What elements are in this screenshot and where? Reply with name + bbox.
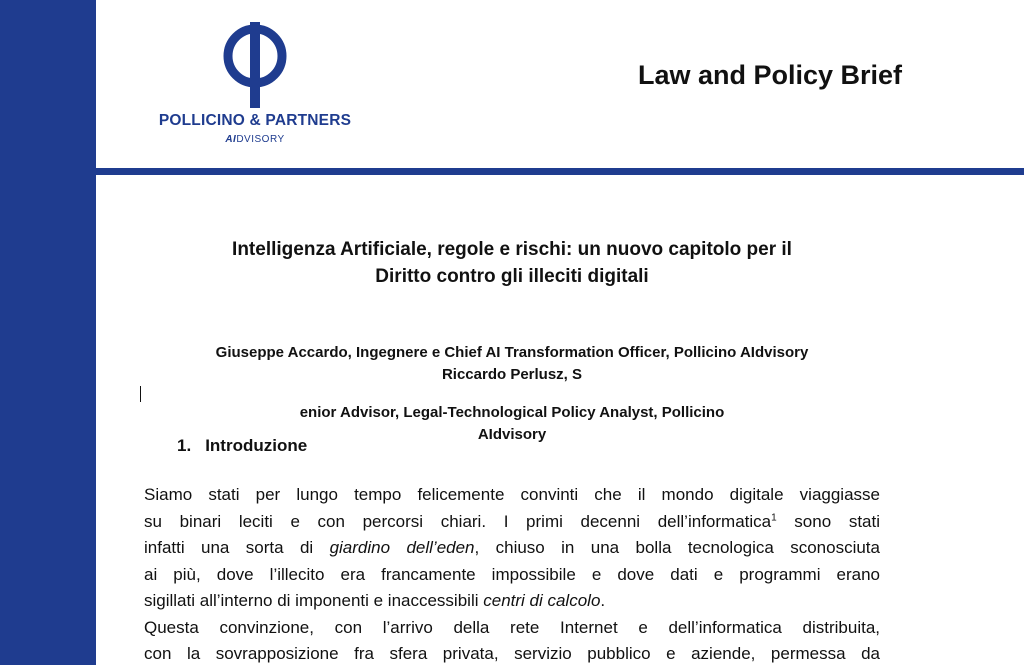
title-line: Intelligenza Artificiale, regole e rischi: un nuovo capitolo per il: [232, 239, 792, 260]
text-cursor: [140, 386, 141, 402]
pollicino-logo-icon: [217, 22, 293, 108]
title-line: Diritto contro gli illeciti digitali: [375, 266, 649, 287]
body-paragraph: [144, 482, 880, 668]
text-line: infatti una sorta di giardino dell’eden, chiuso in una bolla tecnologica sconosciuta: [144, 538, 880, 557]
author-line: Riccardo Perlusz, S enior Advisor, Legal-Technological Policy Analyst, Pollicino: [140, 364, 884, 424]
author-line: Giuseppe Accardo, Ingegnere e Chief AI Transformation Officer, Pollicino AIdvisory: [215, 344, 809, 361]
authors-block: [140, 342, 884, 446]
text-line: Siamo stati per lungo tempo felicemente convinti che il mondo digitale viaggiasse: [144, 485, 880, 504]
brief-title: Law and Policy Brief: [637, 60, 903, 90]
company-logo: [145, 22, 365, 152]
section-title: Introduzione: [205, 436, 308, 455]
text-line: su binari leciti e con percorsi chiari. I primi decenni dell’informatica$^1$ sono stati: [144, 511, 880, 531]
text-line: con la sovrapposizione fra sfera privata, servizio pubblico e aziende, permessa da: [144, 644, 880, 663]
header-divider: [96, 168, 1024, 175]
text-line: sigillati all’interno di imponenti e inaccessibili centri di calcolo.: [144, 591, 606, 610]
author-line: AIdvisory: [477, 426, 547, 443]
section-heading: [177, 436, 307, 456]
text-line: Questa convinzione, con l’arrivo della rete Internet e dell’informatica distribuita,: [144, 617, 880, 637]
text-line: ai più, dove l’illecito era francamente impossibile e dove dati e programmi erano: [144, 564, 880, 584]
document-title: [150, 236, 874, 290]
section-number: 1.: [177, 436, 192, 455]
brand-name: POLLICINO & PARTNERS: [158, 112, 352, 129]
footnote-marker[interactable]: 1: [771, 511, 777, 523]
left-accent-bar: [0, 0, 96, 665]
brand-subtitle: AIDVISORY: [225, 134, 285, 145]
